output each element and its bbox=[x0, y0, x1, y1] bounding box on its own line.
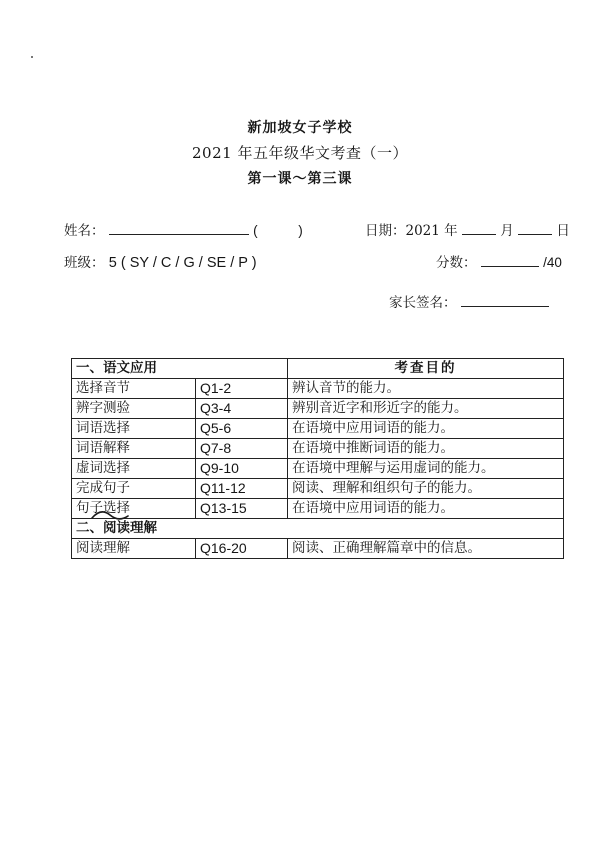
parent-signature-blank[interactable] bbox=[461, 294, 549, 307]
objective-cell: 在语境中应用词语的能力。 bbox=[288, 499, 564, 519]
class-label: 班级： bbox=[64, 255, 105, 271]
question-range-cell: Q7-8 bbox=[196, 439, 288, 459]
parent-signature-label: 家长签名： bbox=[389, 295, 457, 311]
class-options: 5 ( SY / C / G / SE / P ) bbox=[108, 255, 257, 271]
objective-cell: 阅读、理解和组织句子的能力。 bbox=[288, 479, 564, 499]
table-row bbox=[72, 379, 564, 399]
date-label: 日期：2021 年 bbox=[365, 223, 458, 239]
lesson-range: 第一课～第三课 bbox=[247, 171, 353, 187]
date-row bbox=[365, 219, 570, 239]
score-total: /40 bbox=[543, 255, 562, 270]
question-range-cell: Q11-12 bbox=[196, 479, 288, 499]
name-label: 姓名： bbox=[64, 223, 105, 239]
question-range-cell: Q13-15 bbox=[196, 499, 288, 519]
objective-cell: 阅读、正确理解篇章中的信息。 bbox=[288, 539, 564, 559]
topic-cell: 辨字测验 bbox=[72, 399, 196, 419]
question-range-cell: Q1-2 bbox=[196, 379, 288, 399]
objectives-table bbox=[71, 358, 564, 559]
table-row bbox=[72, 479, 564, 499]
name-row bbox=[64, 219, 303, 239]
objective-cell: 辨别音近字和形近字的能力。 bbox=[288, 399, 564, 419]
table-row bbox=[72, 439, 564, 459]
topic-cell: 词语选择 bbox=[72, 419, 196, 439]
school-name: 新加坡女子学校 bbox=[247, 120, 353, 136]
day-label: 日 bbox=[556, 223, 570, 239]
score-label: 分数： bbox=[436, 255, 477, 271]
section-header-row bbox=[72, 359, 564, 379]
table-row bbox=[72, 459, 564, 479]
objective-column-header: 考查目的 bbox=[288, 359, 564, 379]
class-row bbox=[64, 251, 257, 271]
parent-signature-row bbox=[389, 291, 549, 311]
topic-cell: 阅读理解 bbox=[72, 539, 196, 559]
topic-text: 句子选择 bbox=[76, 500, 130, 516]
topic-cell: 完成句子 bbox=[72, 479, 196, 499]
month-blank[interactable] bbox=[462, 222, 496, 235]
exam-title: 2021 年五年级华文考查（一） bbox=[192, 144, 408, 162]
topic-cell: 虚词选择 bbox=[72, 459, 196, 479]
question-range-cell: Q3-4 bbox=[196, 399, 288, 419]
topic-cell: 选择音节 bbox=[72, 379, 196, 399]
month-label: 月 bbox=[500, 223, 514, 239]
objective-cell: 辨认音节的能力。 bbox=[288, 379, 564, 399]
section-header-row bbox=[72, 519, 564, 539]
handwritten-pen-stroke bbox=[90, 509, 130, 521]
objective-cell: 在语境中理解与运用虚词的能力。 bbox=[288, 459, 564, 479]
question-range-cell: Q9-10 bbox=[196, 459, 288, 479]
table-row bbox=[72, 539, 564, 559]
topic-cell bbox=[72, 499, 196, 519]
score-blank[interactable] bbox=[481, 254, 539, 267]
name-paren-close: ) bbox=[298, 223, 303, 238]
name-paren-open: ( bbox=[253, 223, 258, 238]
table-row bbox=[72, 499, 564, 519]
objective-cell: 在语境中推断词语的能力。 bbox=[288, 439, 564, 459]
scan-speck bbox=[31, 56, 33, 58]
objective-cell: 在语境中应用词语的能力。 bbox=[288, 419, 564, 439]
section-language-use: 一、语文应用 bbox=[72, 359, 288, 379]
section-reading-comprehension: 二、阅读理解 bbox=[72, 519, 564, 539]
topic-cell: 词语解释 bbox=[72, 439, 196, 459]
name-blank[interactable] bbox=[109, 222, 249, 235]
question-range-cell: Q5-6 bbox=[196, 419, 288, 439]
question-range-cell: Q16-20 bbox=[196, 539, 288, 559]
day-blank[interactable] bbox=[518, 222, 552, 235]
score-row bbox=[436, 251, 562, 271]
table-row bbox=[72, 399, 564, 419]
table-row bbox=[72, 419, 564, 439]
